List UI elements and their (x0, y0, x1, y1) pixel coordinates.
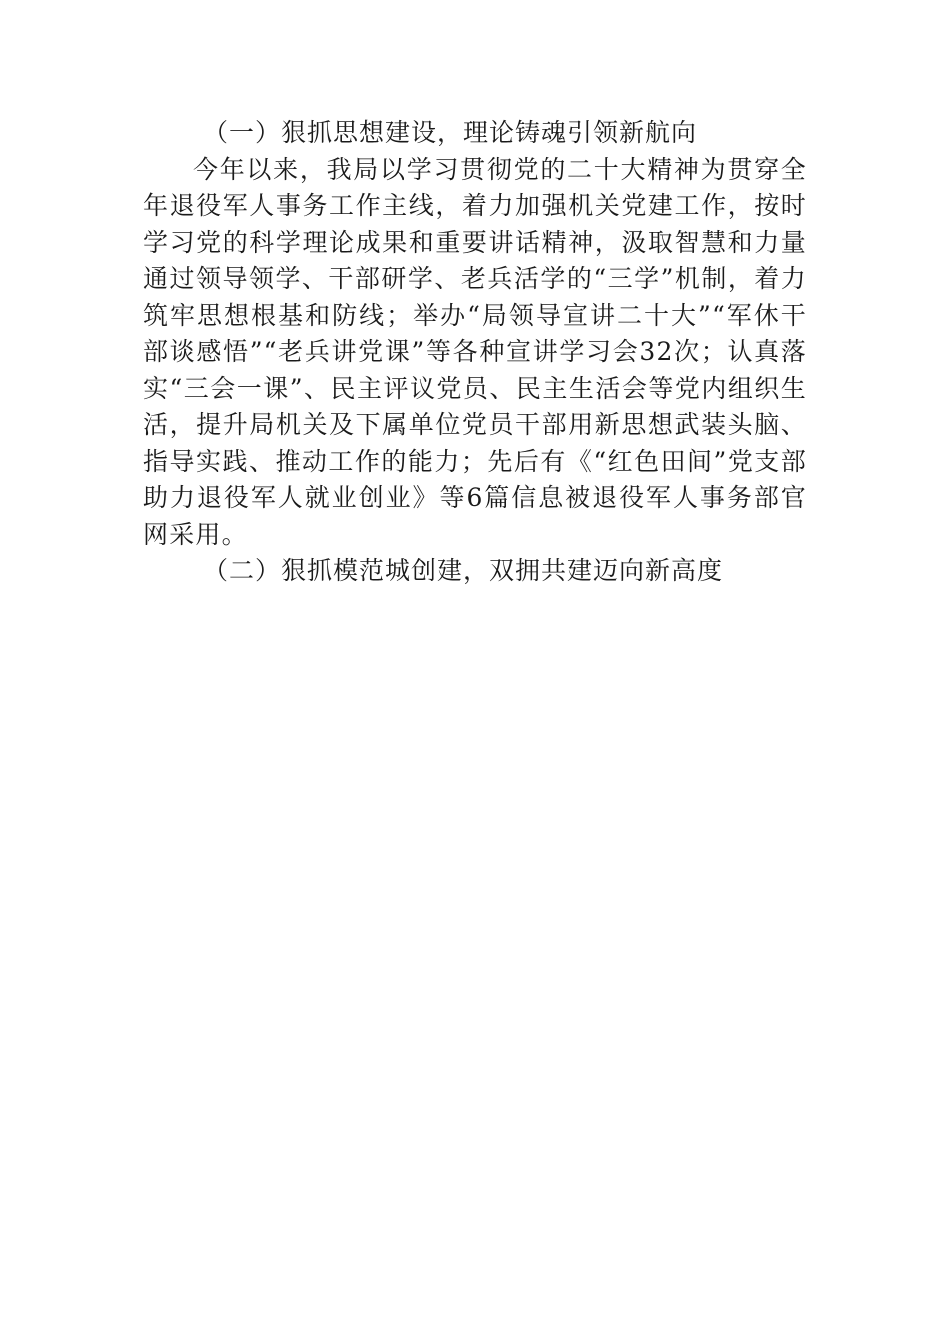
section-heading-2: （二）狠抓模范城创建，双拥共建迈向新高度 (203, 556, 724, 585)
section-paragraph-1: 今年以来，我局以学习贯彻党的二十大精神为贯穿全年退役军人事务工作主线，着力加强机关党建工作，按时学习党的科学理论成果和重要讲话精神，汲取智慧和力量通过领导领学、干部研学、老兵活学的“三学”机制，着力筑牢思想根基和防线；举办“局领导宣讲二十大”“军休干部谈感悟”“老兵讲党课”等各种宣讲学习会32次；认真落实“三会一课”、民主评议党员、民主生活会等党内组织生活，提升局机关及下属单位党员干部用新思想武装头脑、指导实践、推动工作的能力；先后有《“红色田间”党支部助力退役军人就业创业》等6篇信息被退役军人事务部官网采用。 (143, 154, 807, 549)
section-heading-1: （一）狠抓思想建设，理论铸魂引领新航向 (203, 118, 698, 147)
document-body (143, 115, 807, 590)
